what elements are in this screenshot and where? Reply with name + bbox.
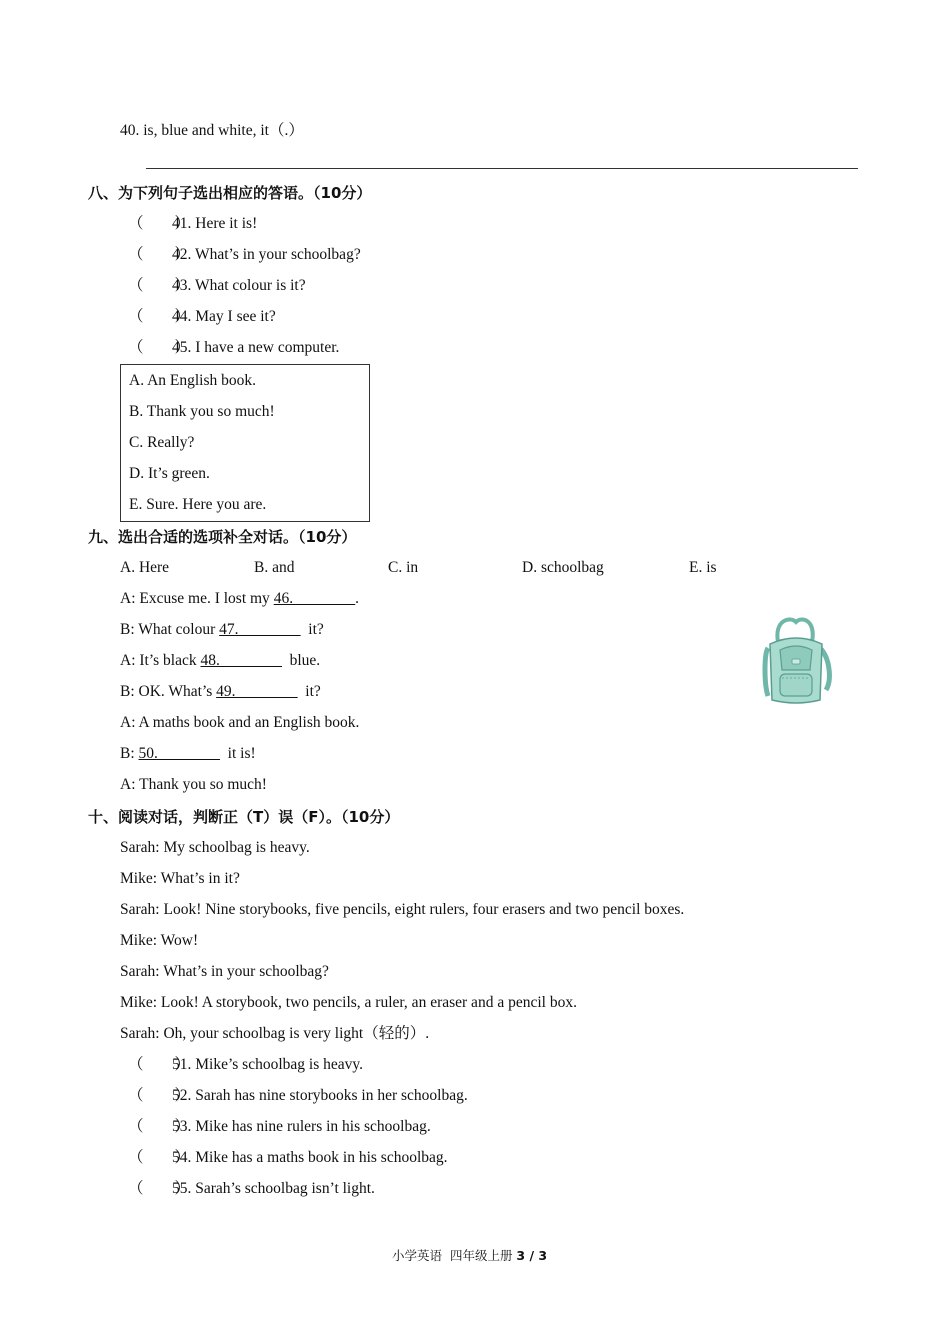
question-text: 53. Mike has nine rulers in his schoolbag.: [172, 1118, 431, 1135]
dialogue-text: A: A maths book and an English book.: [120, 714, 360, 731]
option-a: A. Here: [120, 559, 170, 576]
choice-item: B. Thank you so much!: [129, 403, 275, 420]
answer-paren: （ ）: [128, 308, 191, 325]
question-text: 51. Mike’s schoolbag is heavy.: [172, 1056, 363, 1073]
choice-box: [120, 364, 370, 522]
answer-paren: （ ）: [128, 246, 191, 263]
blank-48: 48.________: [200, 652, 282, 669]
choice-item: D. It’s green.: [129, 465, 210, 482]
dialogue-line: Sarah: Look! Nine storybooks, five pencils, eight rulers, four erasers and two pencil boxes.: [120, 901, 685, 918]
answer-paren: （ ）: [128, 1087, 191, 1104]
dialogue-text: it?: [300, 621, 324, 638]
dialogue-line: [120, 651, 320, 671]
question-text: 41. Here it is!: [172, 215, 258, 232]
dialogue-text: it is!: [219, 745, 256, 762]
dialogue-line: Mike: Wow!: [120, 932, 199, 949]
answer-paren: （ ）: [128, 1056, 191, 1073]
dialogue-line: Sarah: Oh, your schoolbag is very light（轻的）.: [120, 1025, 430, 1042]
dialogue-text: B: What colour: [120, 621, 220, 638]
question-text: 43. What colour is it?: [172, 277, 306, 294]
section-8-title: 八、为下列句子选出相应的答语。（10分）: [88, 184, 372, 202]
dialogue-text: blue.: [281, 652, 321, 669]
section-9-title: 九、选出合适的选项补全对话。（10分）: [88, 528, 357, 546]
answer-paren: （ ）: [128, 215, 191, 232]
option-d: D. schoolbag: [522, 559, 604, 576]
answer-paren: （ ）: [128, 1149, 191, 1166]
dialogue-text: A: Thank you so much!: [120, 776, 267, 793]
page-footer: [392, 1246, 547, 1266]
dialogue-line: [120, 682, 321, 702]
dialogue-line: [120, 589, 359, 609]
blank-46: 46.________: [273, 590, 356, 607]
blank-47: 47.________: [219, 621, 301, 638]
footer-text: 小学英语 四年级上册: [392, 1248, 517, 1263]
dialogue-line: [120, 620, 324, 640]
option-e: E. is: [689, 559, 717, 576]
question-text: 44. May I see it?: [172, 308, 276, 325]
question-text: 45. I have a new computer.: [172, 339, 340, 356]
question-text: 55. Sarah’s schoolbag isn’t light.: [172, 1180, 375, 1197]
dialogue-line: Mike: Look! A storybook, two pencils, a ruler, an eraser and a pencil box.: [120, 994, 577, 1011]
answer-paren: （ ）: [128, 339, 191, 356]
answer-paren: （ ）: [128, 1118, 191, 1135]
section-10-title: 十、阅读对话，判断正（T）误（F）。（10分）: [88, 808, 400, 826]
dialogue-text: it?: [297, 683, 321, 700]
question-text: 42. What’s in your schoolbag?: [172, 246, 361, 263]
dialogue-line: [120, 775, 267, 795]
dialogue-line: [120, 713, 359, 733]
question-text: 54. Mike has a maths book in his schoolbag.: [172, 1149, 448, 1166]
blank-49: 49.________: [216, 683, 298, 700]
choice-item: A. An English book.: [129, 372, 257, 389]
choice-item: C. Really?: [129, 434, 195, 451]
dialogue-line: Mike: What’s in it?: [120, 870, 240, 887]
dialogue-text: .: [355, 590, 359, 607]
dialogue-line: [120, 744, 256, 764]
dialogue-line: Sarah: My schoolbag is heavy.: [120, 839, 310, 856]
answer-paren: （ ）: [128, 1180, 191, 1197]
option-b: B. and: [254, 559, 295, 576]
question-text: 52. Sarah has nine storybooks in her schoolbag.: [172, 1087, 468, 1104]
dialogue-text: A: Excuse me. I lost my: [120, 590, 274, 607]
blank-50: 50.________: [138, 745, 220, 762]
answer-paren: （ ）: [128, 277, 191, 294]
answer-line: [146, 168, 858, 169]
dialogue-text: B:: [120, 745, 139, 762]
dialogue-text: B: OK. What’s: [120, 683, 217, 700]
dialogue-text: A: It’s black: [120, 652, 201, 669]
page-number: 3 / 3: [516, 1248, 548, 1263]
option-c: C. in: [388, 559, 419, 576]
dialogue-line: Sarah: What’s in your schoolbag?: [120, 963, 329, 980]
question-40: 40. is, blue and white, it（.）: [120, 122, 304, 139]
schoolbag-illustration: [756, 614, 836, 706]
choice-item: E. Sure. Here you are.: [129, 496, 267, 513]
